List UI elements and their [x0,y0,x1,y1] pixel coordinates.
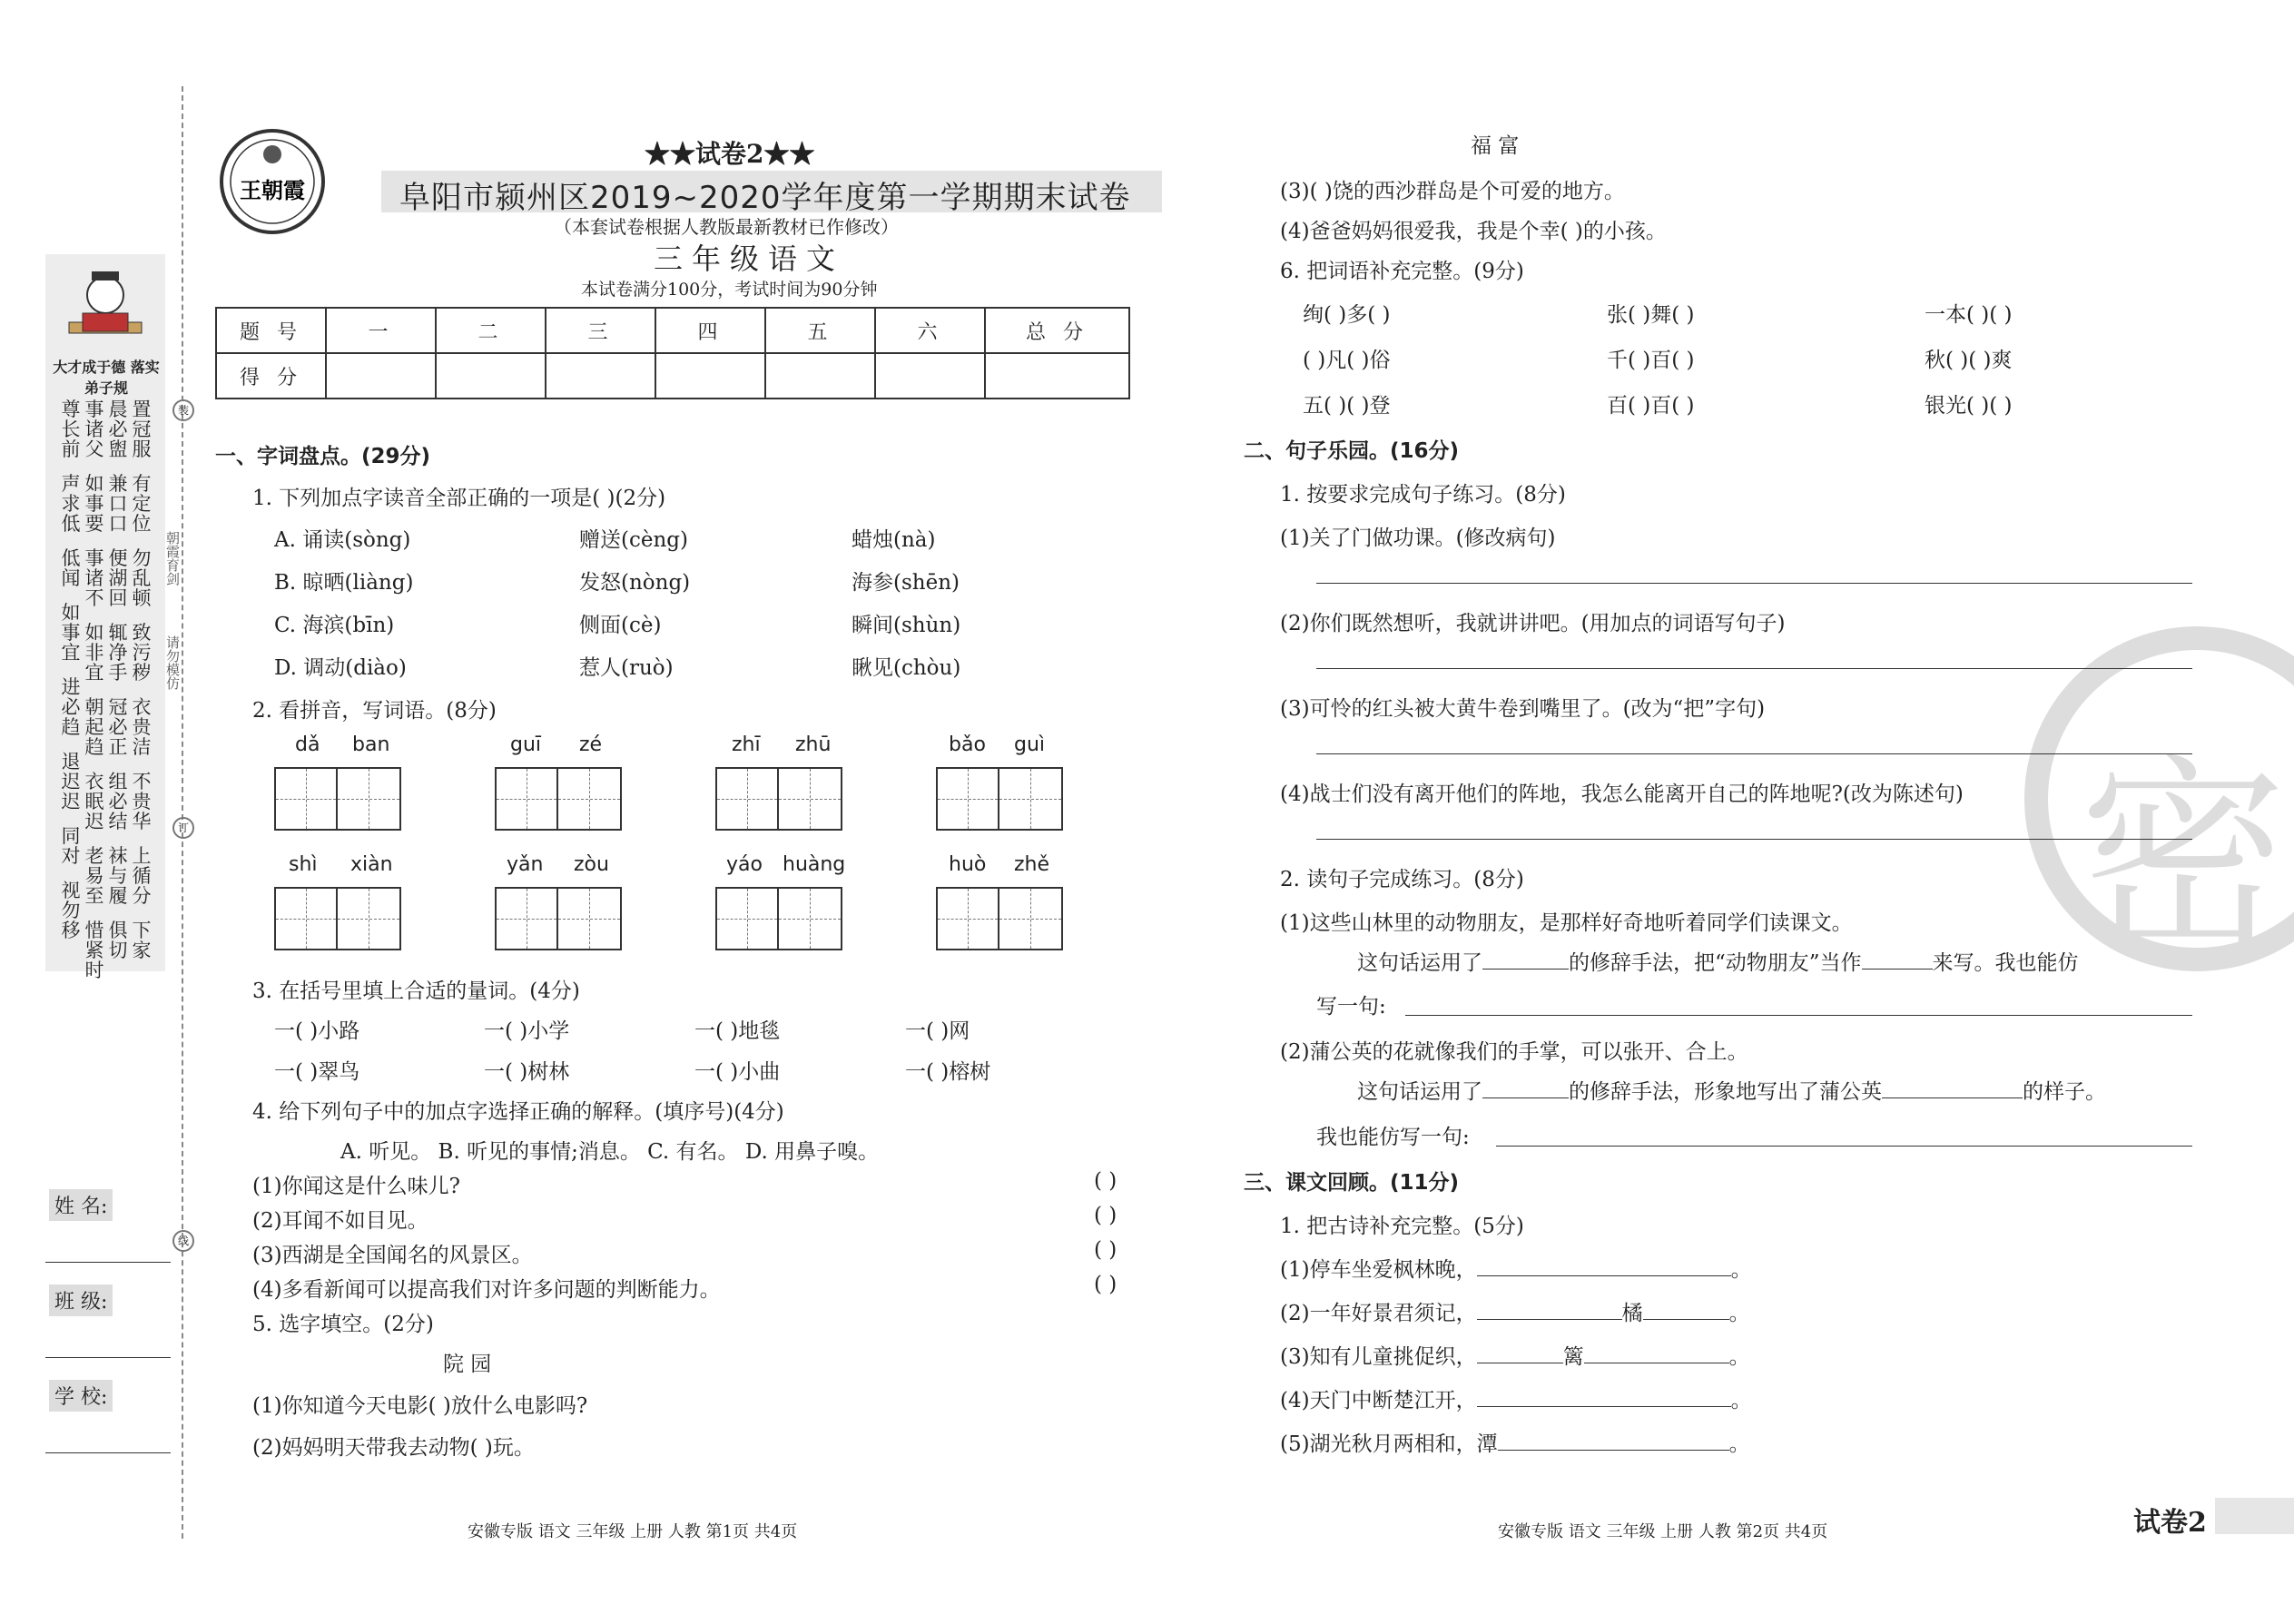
writing-box[interactable] [495,887,622,950]
sidebar-verse: 进必趋 [61,676,81,738]
school-label: 学 校: [49,1380,113,1412]
q2-prompt: 2. 看拼音，写词语。(8分) [252,699,497,723]
sidebar-verse: 退迟迟 [61,751,81,812]
pinyin: yáo [726,853,763,876]
q3-item: 一( )翠鸟 [274,1060,360,1084]
sidebar-verse: 低闻 [61,547,81,589]
q1-option-b-2: 发怒(nòng) [579,571,691,595]
q4-prompt: 4. 给下列句子中的加点字选择正确的解释。(填序号)(4分) [252,1100,784,1124]
q1-option-a-2: 赠送(cèng) [579,528,688,552]
full-mark-note: 本试卷满分100分，考试时间为90分钟 [581,280,878,300]
poem-end: 。 [1730,1258,1752,1282]
sidebar-verse: 上循分 [132,845,152,907]
q1-option-d-3: 瞅见(chòu) [852,656,961,680]
q4-item: (3)西湖是全国闻名的风景区。 [252,1244,533,1267]
poem-end: 。 [1728,1302,1750,1325]
pinyin: ban [352,733,390,756]
pinyin: yǎn [507,853,544,876]
pinyin: zhī [732,733,761,756]
s2-p2-line [1357,1075,2106,1105]
school-field[interactable] [45,1452,171,1453]
q4-answer-paren[interactable]: ( ) [1094,1204,1117,1227]
q6-item: 张( )舞( ) [1607,303,1695,327]
s1-prompt: 1. 按要求完成句子练习。(8分) [1280,483,1566,507]
q1-option-c-1: C. 海滨(bīn) [274,614,395,637]
q4-answer-paren[interactable]: ( ) [1094,1169,1117,1193]
score-header-cell: 六 [875,308,985,353]
blank[interactable] [1482,1097,1569,1098]
cut-mark-1: 装 [172,399,194,421]
pinyin: zhě [1014,853,1050,876]
q6-item: ( )凡( )俗 [1303,349,1391,372]
score-header-cell: 三 [546,308,655,353]
poem-line-4 [1280,1383,1752,1413]
logo-text: 王朝霞 [240,177,305,203]
sidebar-verse: 袜与履 [108,845,128,907]
vertical-note-1: 朝霞育剑 [164,531,181,586]
q5-prompt: 5. 选字填空。(2分) [252,1313,434,1336]
poem-text: (3)知有儿童挑促织， [1280,1345,1477,1369]
sidebar-verse: 便湖回 [108,547,128,609]
score-cell[interactable] [985,353,1129,399]
q4-item: (4)多看新闻可以提高我们对许多问题的判断能力。 [252,1278,721,1302]
score-header-cell: 二 [436,308,546,353]
score-table-header-row [216,308,1129,353]
paper-tag: 试卷2 [2133,1507,2207,1539]
q3-item: 一( )榕树 [905,1060,991,1084]
s2-p1-text-a: 这句话运用了 [1357,951,1482,975]
name-field[interactable] [45,1262,171,1263]
q1-option-d-2: 惹人(ruò) [579,656,674,680]
cut-line [182,86,183,1539]
sidebar-verse: 不贵华 [132,771,152,832]
q3-item: 一( )网 [905,1019,970,1043]
pinyin: dǎ [295,733,320,756]
sidebar-verse: 尊长前 [61,399,81,460]
blank[interactable] [1477,1275,1731,1276]
sidebar-text-columns [60,399,153,995]
pinyin: bǎo [949,733,986,756]
pinyin: huàng [783,853,846,876]
s2-prompt: 2. 读句子完成练习。(8分) [1280,868,1524,891]
writing-box[interactable] [715,767,842,831]
score-header-cell: 题 号 [216,308,326,353]
sidebar-verse: 勿乱顿 [132,547,152,609]
q3-item: 一( )地毯 [694,1019,781,1043]
q4-options: A. 听见。 B. 听见的事情;消息。 C. 有名。 D. 用鼻子嗅。 [340,1140,880,1164]
q3-item: 一( )小路 [274,1019,360,1043]
q3-prompt: 3. 在括号里填上合适的量词。(4分) [252,979,580,1003]
s1-item: (4)战士们没有离开他们的阵地，我怎么能离开自己的阵地呢?(改为陈述句) [1280,782,1964,806]
score-cell[interactable] [546,353,655,399]
answer-line[interactable] [1496,1146,2192,1147]
s2-para-2: (2)蒲公英的花就像我们的手掌，可以张开、合上。 [1280,1040,1748,1064]
s2-p2-text-a: 这句话运用了 [1357,1080,1482,1104]
s2-p2-text-b: 的修辞手法，形象地写出了蒲公英 [1569,1080,1882,1104]
blank[interactable] [1498,1450,1729,1451]
cut-mark-3: 线 [172,1230,194,1252]
score-header-cell: 五 [765,308,875,353]
s1-item: (2)你们既然想听，我就讲讲吧。(用加点的词语写句子) [1280,612,1786,635]
r1-prompt: 1. 把古诗补充完整。(5分) [1280,1215,1524,1238]
writing-box[interactable] [495,767,622,831]
q5b-item: (3)( )饶的西沙群岛是个可爱的地方。 [1280,180,1625,203]
sidebar-column [60,399,82,995]
q6-item: 千( )百( ) [1607,349,1695,372]
writing-box[interactable] [274,887,401,950]
q3-item: 一( )小曲 [694,1060,781,1084]
writing-box[interactable] [274,767,401,831]
q5b-choices: 福 富 [1471,134,1520,158]
poem-line-2 [1280,1296,1750,1326]
sidebar-verse: 如非宜 [84,622,104,684]
sidebar-verse: 组必结 [108,771,128,832]
sidebar-verse: 致污秽 [132,622,152,684]
sidebar-verse: 事诸不 [84,547,104,609]
vertical-note-2: 请勿模仿 [164,635,181,690]
publisher-logo [218,127,327,236]
q1-option-d-1: D. 调动(diào) [274,656,407,680]
score-cell[interactable] [875,353,985,399]
sidebar-verse: 如事要 [84,473,104,535]
q4-item: (2)耳闻不如目见。 [252,1209,428,1233]
q1-option-c-2: 侧面(cè) [579,614,662,637]
sidebar-verse: 置冠服 [132,399,152,460]
sidebar-verse: 下家 [132,920,152,961]
sidebar-motto: 大才成于德 落实弟子规 [53,359,160,397]
section-2-heading: 二、句子乐园。(16分) [1244,439,1460,463]
sidebar-verse: 冠必正 [108,696,128,758]
pinyin: zòu [574,853,609,876]
writing-box[interactable] [715,887,842,950]
s1-item: (1)关了门做功课。(修改病句) [1280,527,1556,550]
right-footer: 安徽专版 语文 三年级 上册 人教 第2页 共4页 [1498,1522,1828,1541]
q6-item: 五( )( )登 [1303,394,1391,418]
subject-title: 三年级语文 [654,241,845,276]
sidebar-verse: 衣眠迟 [84,771,104,832]
cut-mark-2: 订 [172,817,194,839]
q1-prompt: 1. 下列加点字读音全部正确的一项是( )(2分) [252,487,666,510]
sidebar-verse: 辄净手 [108,622,128,684]
writing-box[interactable] [936,887,1063,950]
blank[interactable] [1643,1319,1729,1320]
s2-p1-text-b: 的修辞手法，把“动物朋友”当作 [1569,951,1862,975]
sidebar-column [107,399,129,995]
q1-option-b-1: B. 晾晒(liàng) [274,571,414,595]
score-cell[interactable] [765,353,875,399]
q6-item: 秋( )( )爽 [1925,349,2013,372]
sidebar-verse: 视勿移 [61,880,81,941]
sidebar-verse: 惜紧时 [84,920,104,981]
sidebar-verse: 同对 [61,825,81,867]
poem-line-1 [1280,1253,1752,1283]
s2-p1-line [1357,946,2079,976]
sidebar-verse: 老易至 [84,845,104,907]
answer-line[interactable] [1316,668,2192,669]
q6-item: 银光( )( ) [1925,394,2013,418]
blank[interactable] [1477,1406,1731,1407]
left-footer: 安徽专版 语文 三年级 上册 人教 第1页 共4页 [468,1522,798,1541]
poem-end: 。 [1728,1432,1750,1456]
score-row-label: 得 分 [216,353,326,399]
section-3-heading: 三、课文回顾。(11分) [1244,1171,1460,1195]
sidebar-verse: 声求低 [61,473,81,535]
answer-line[interactable] [1316,583,2192,584]
answer-line[interactable] [1405,1015,2192,1016]
poem-text: (2)一年好景君须记， [1280,1302,1477,1325]
q4-answer-paren[interactable]: ( ) [1094,1273,1117,1296]
q6-item: 百( )百( ) [1607,394,1695,418]
writing-box[interactable] [936,767,1063,831]
sidebar-verse: 朝起趋 [84,696,104,758]
s2-p2-text-c: 的样子。 [2023,1080,2106,1104]
sidebar-verse: 俱切 [108,920,128,961]
poem-end: 。 [1730,1389,1752,1412]
sidebar-verse: 兼口口 [108,473,128,535]
pinyin: xiàn [350,853,393,876]
score-cell[interactable] [655,353,765,399]
exam-subtitle: （本套试卷根据人教版最新教材已作修改） [554,216,899,238]
blank[interactable] [1882,1097,2023,1098]
exam-title: 阜阳市颍州区2019~2020学年度第一学期期末试卷 [399,180,1131,216]
poem-line-5 [1280,1427,1750,1457]
poem-end: 。 [1728,1345,1750,1369]
pinyin: guì [1014,733,1046,756]
q4-answer-paren[interactable]: ( ) [1094,1238,1117,1262]
q5b-item: (4)爸爸妈妈很爱我，我是个幸( )的小孩。 [1280,220,1667,243]
blank[interactable] [1477,1319,1622,1320]
answer-line[interactable] [1316,753,2192,754]
q1-option-a-3: 蜡烛(nà) [852,528,936,552]
sidebar-verse: 晨必盥 [108,399,128,460]
poem-mid: 篱 [1562,1345,1584,1369]
q6-item: 一本( )( ) [1925,303,2013,327]
sidebar-verse: 事诸父 [84,399,104,460]
score-header-cell: 一 [326,308,436,353]
sidebar-column [84,399,105,995]
class-label: 班 级: [49,1284,113,1316]
q6-item: 绚( )多( ) [1303,303,1391,327]
score-table [215,307,1130,399]
poem-line-3 [1280,1340,1750,1370]
score-cell[interactable] [326,353,436,399]
s2-para-1: (1)这些山林里的动物朋友，是那样好奇地听着同学们读课文。 [1280,911,1853,935]
sidebar-verse: 如事宜 [61,602,81,664]
pinyin: zé [579,733,603,756]
poem-text: (1)停车坐爱枫林晚， [1280,1258,1477,1282]
pinyin: huò [949,853,987,876]
s2-p2-imitate-label: 我也能仿写一句: [1316,1126,1470,1149]
name-label: 姓 名: [49,1189,113,1221]
pinyin: shì [289,853,318,876]
q4-item: (1)你闻这是什么味儿? [252,1175,460,1198]
s2-p1-text-c: 来写。我也能仿 [1932,951,2079,975]
q5-choices: 院 园 [443,1353,492,1376]
poem-text: (5)湖光秋月两相和，潭 [1280,1432,1498,1456]
paper-number-label: ★★试卷2★★ [645,139,815,169]
confidential-seal-char: 密 [2079,738,2289,980]
sidebar-column [131,399,153,995]
q1-option-c-3: 瞬间(shùn) [852,614,961,637]
score-header-cell: 四 [655,308,765,353]
pinyin: guī [510,733,542,756]
paper-tag-bar [2215,1498,2294,1534]
q1-option-a-1: A. 诵读(sòng) [274,528,411,552]
poem-mid: 橘 [1621,1302,1643,1325]
poem-text: (4)天门中断楚江开， [1280,1389,1477,1412]
q1-option-b-3: 海参(shēn) [852,571,960,595]
score-cell[interactable] [436,353,546,399]
sidebar-verse: 衣贵洁 [132,696,152,758]
pinyin: zhū [795,733,832,756]
sidebar-verse: 有定位 [132,473,152,535]
q3-item: 一( )树林 [484,1060,570,1084]
q3-item: 一( )小学 [484,1019,570,1043]
s2-p1-imitate-label: 写一句: [1316,995,1386,1019]
s1-item: (3)可怜的红头被大黄牛卷到嘴里了。(改为“把”字句) [1280,697,1766,721]
class-field[interactable] [45,1357,171,1358]
q6-prompt: 6. 把词语补充完整。(9分) [1280,260,1524,283]
q5-item: (2)妈妈明天带我去动物( )玩。 [252,1436,535,1460]
q5-item: (1)你知道今天电影( )放什么电影吗? [252,1394,588,1418]
score-table-score-row [216,353,1129,399]
answer-line[interactable] [1316,839,2192,840]
score-header-cell: 总 分 [985,308,1129,353]
section-1-heading: 一、字词盘点。(29分) [215,445,431,468]
